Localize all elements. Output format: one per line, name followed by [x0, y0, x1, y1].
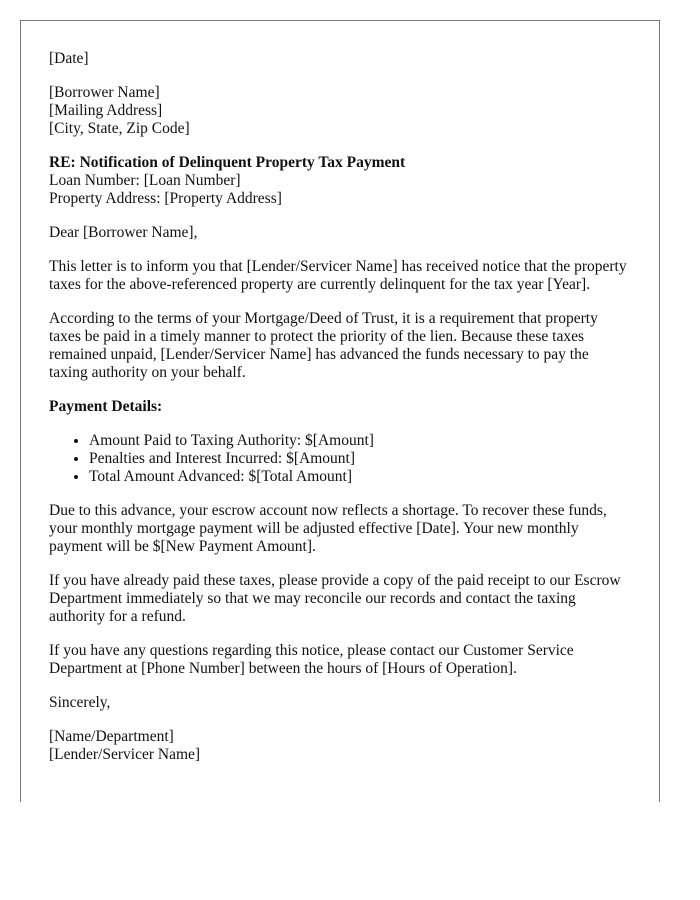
date-text: [Date] — [49, 50, 89, 67]
recipient-block — [49, 84, 631, 138]
subject-line: RE: Notification of Delinquent Property Tax Payment — [49, 154, 406, 171]
salutation: Dear [Borrower Name], — [49, 224, 198, 241]
payment-details-list — [49, 432, 631, 486]
payment-detail-penalties: • Penalties and Interest Incurred: $[Amount] — [89, 450, 631, 468]
letter-date — [49, 50, 631, 68]
recipient-city-state-zip: [City, State, Zip Code] — [49, 120, 190, 137]
paragraph-already-paid: If you have already paid these taxes, please provide a copy of the paid receipt to our Escrow Department immediately so that we may reconcile our records and contact the taxing authority for a refund. — [49, 572, 621, 625]
payment-detail-amount-paid: • Amount Paid to Taxing Authority: $[Amount] — [89, 432, 631, 450]
loan-number-line: Loan Number: [Loan Number] — [49, 172, 241, 189]
paragraph-contact: If you have any questions regarding this notice, please contact our Customer Service Department at [Phone Number] between the hours of [Hours of Operation]. — [49, 642, 574, 677]
closing: Sincerely, — [49, 694, 111, 711]
payment-details-heading: Payment Details: — [49, 398, 163, 415]
letter-page — [20, 20, 660, 802]
signature-name-department: [Name/Department] — [49, 728, 174, 745]
paragraph-escrow-shortage: Due to this advance, your escrow account now reflects a shortage. To recover these funds, your monthly mortgage payment will be adjusted effective [Date]. Your new monthly payment will be $[New Payment Amount]. — [49, 502, 607, 555]
recipient-address: [Mailing Address] — [49, 102, 163, 119]
signature-block — [49, 728, 631, 764]
signature-lender: [Lender/Servicer Name] — [49, 746, 201, 763]
paragraph-terms: According to the terms of your Mortgage/Deed of Trust, it is a requirement that property taxes be paid in a timely manner to protect the priority of the lien. Because these taxes remained unpaid, [Lender/Servicer Name] has advanced the funds necessary to pay the taxing authority on your behalf. — [49, 310, 598, 381]
recipient-name: [Borrower Name] — [49, 84, 160, 101]
property-address-line: Property Address: [Property Address] — [49, 190, 282, 207]
payment-detail-total-advanced: • Total Amount Advanced: $[Total Amount] — [89, 468, 631, 486]
paragraph-notice: This letter is to inform you that [Lender/Servicer Name] has received notice that the property taxes for the above-referenced property are currently delinquent for the tax year [Year]. — [49, 258, 627, 293]
subject-block — [49, 154, 631, 208]
